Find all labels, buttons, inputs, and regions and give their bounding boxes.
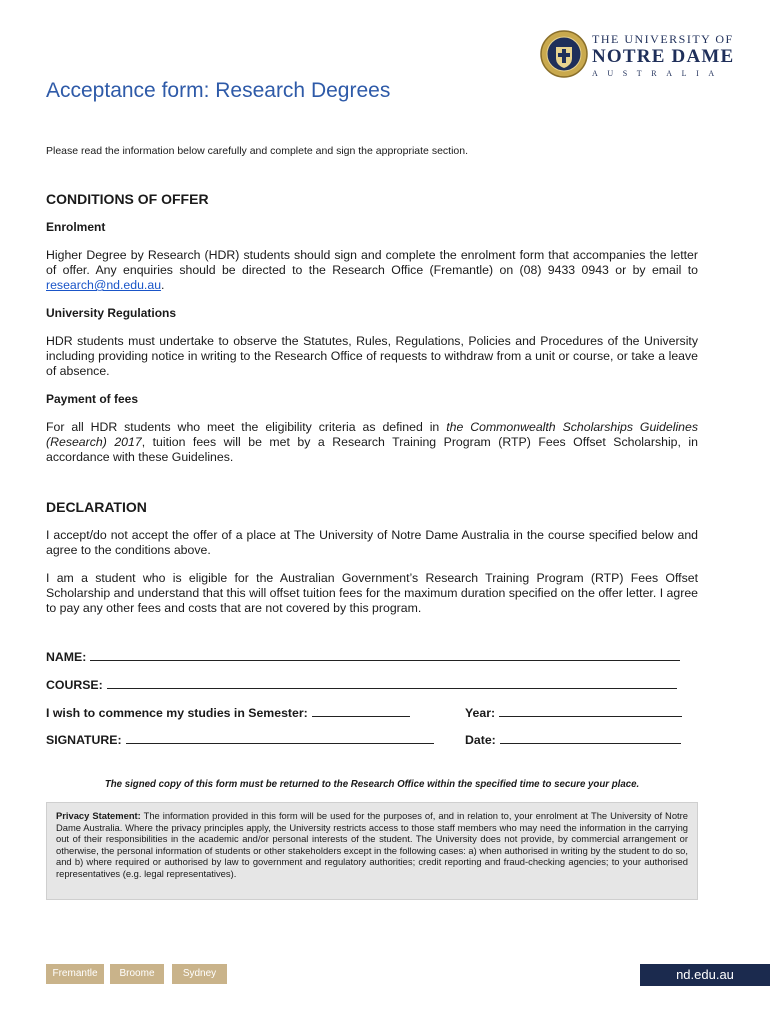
course-label: COURSE: [46, 678, 103, 692]
enrolment-heading: Enrolment [46, 220, 106, 234]
return-note: The signed copy of this form must be returned to the Research Office within the specified time to secure your place. [104, 779, 640, 790]
course-field[interactable] [46, 677, 677, 692]
declaration-paragraph-1: I accept/do not accept the offer of a place at The University of Notre Dame Australia in the course specified below and agree to the conditions above. [46, 528, 698, 557]
signature-line[interactable] [126, 732, 434, 744]
privacy-label: Privacy Statement: [56, 810, 141, 821]
logo-line-notre-dame: NOTRE DAME [592, 46, 735, 67]
privacy-text: The information provided in this form will be used for the purposes of, and in relation to, your enrolment at The University of Notre Dame Australia. Where the privacy principles apply, the University restricts access to those staff members who may need the information in the carrying out of their responsibilities in the academic and/or personal interests of the student. The University does not provide, by commercial arrangement or otherwise, the personal information of students or other stakeholders except in the following cases: a) when authorised in writing by the student to do so, and b) where required or authorised by law to government and regulatory authorities; credit reporting and fraud-checking agencies; to your authorised representatives (e.g. legal representatives). [56, 810, 688, 879]
campus-sydney: Sydney [172, 964, 227, 984]
year-field[interactable] [465, 705, 682, 720]
name-label: NAME: [46, 650, 87, 664]
date-field[interactable] [465, 732, 681, 747]
conditions-heading: CONDITIONS OF OFFER [46, 191, 209, 207]
intro-text: Please read the information below carefully and complete and sign the appropriate section. [46, 145, 469, 157]
name-line[interactable] [90, 649, 680, 661]
declaration-paragraph-2: I am a student who is eligible for the Australian Government’s Research Training Program (RTP) Fees Offset Scholarship and understand that this will offset tuition fees for the maximum duration specified on the offer letter. I agree to pay any other fees and costs that are not covered by this program. [46, 571, 698, 615]
university-seal-icon [540, 30, 588, 78]
logo-line-australia: AUSTRALIA [592, 69, 724, 78]
signature-field[interactable] [46, 732, 434, 747]
regulations-heading: University Regulations [46, 306, 177, 320]
date-line[interactable] [500, 732, 681, 744]
website-badge: nd.edu.au [640, 964, 770, 986]
research-email-link[interactable]: research@nd.edu.au [46, 278, 162, 292]
fees-heading: Payment of fees [46, 392, 139, 406]
university-logo [540, 30, 735, 80]
year-label: Year: [465, 706, 496, 720]
name-field[interactable] [46, 649, 680, 664]
logo-line-university-of: THE UNIVERSITY OF [592, 32, 734, 46]
declaration-heading: DECLARATION [46, 499, 147, 515]
campus-fremantle: Fremantle [46, 964, 104, 984]
semester-line[interactable] [312, 705, 410, 717]
course-line[interactable] [107, 677, 677, 689]
semester-label: I wish to commence my studies in Semester: [46, 706, 308, 720]
privacy-statement [46, 802, 698, 900]
fees-paragraph: For all HDR students who meet the eligibility criteria as defined in the Commonwealth Scholarships Guidelines (Research) 2017, tuition fees will be met by a Research Training Program (RTP) Fees Offset Scholarship, in accordance with these Guidelines. [46, 420, 699, 464]
enrolment-paragraph: Higher Degree by Research (HDR) students should sign and complete the enrolment form that accompanies the letter of offer. Any enquiries should be directed to the Research Office (Fremantle) on (08) 9433 0943 or by email to research@nd.edu.au. [46, 248, 698, 292]
regulations-paragraph: HDR students must undertake to observe the Statutes, Rules, Regulations, Policies and Procedures of the University including providing notice in writing to the Research Office of requests to withdraw from a unit or course, or take a leave of absence. [46, 334, 698, 378]
campus-broome: Broome [110, 964, 164, 984]
year-line[interactable] [499, 705, 682, 717]
semester-field[interactable] [46, 705, 410, 720]
date-label: Date: [465, 733, 496, 747]
page-title: Acceptance form: Research Degrees [46, 79, 391, 102]
signature-label: SIGNATURE: [46, 733, 122, 747]
